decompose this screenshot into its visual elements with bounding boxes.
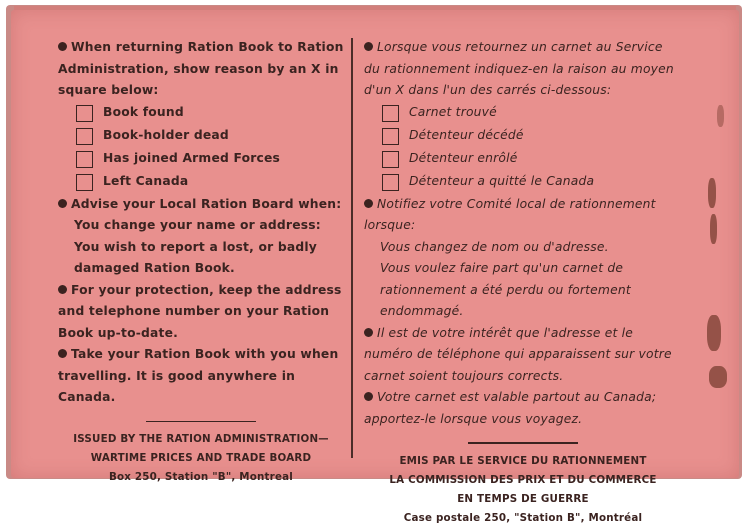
ration-book-back-cover — [11, 10, 739, 524]
checkbox-row[interactable]: Détenteur a quitté le Canada — [382, 171, 682, 194]
bullet-advise-board: Advise your Local Ration Board when: — [58, 194, 344, 216]
checkbox-square[interactable] — [382, 105, 399, 122]
bullet-dot-icon — [58, 42, 67, 51]
checkbox-row[interactable]: Détenteur décédé — [382, 125, 682, 148]
staple-mark — [710, 214, 717, 244]
bullet-dot-icon — [58, 199, 67, 208]
rust-stain — [709, 366, 727, 388]
rust-stain — [707, 315, 721, 351]
bullet-dot-icon — [58, 349, 67, 358]
bullet-dot-icon — [58, 285, 67, 294]
bullet-return-book: When returning Ration Book to Ration Administration, show reason by an X in square below: — [58, 40, 344, 97]
advise-line-1: You change your name or address: — [74, 218, 321, 232]
staple-mark — [708, 178, 716, 208]
french-column — [364, 37, 682, 528]
checkbox-square[interactable] — [76, 174, 93, 191]
advise-line-2: You wish to report a lost, or badly damaged Ration Book. — [74, 239, 317, 275]
bullet-dot-icon — [364, 328, 373, 337]
checkbox-row[interactable]: Has joined Armed Forces — [76, 148, 344, 171]
bullet-protection-fr: Il est de votre intérêt que l'adresse et le numéro de téléphone qui apparaissent sur votre carnet soient toujours corrects. — [364, 325, 672, 383]
checkbox-row[interactable]: Book found — [76, 102, 344, 125]
checkbox-row[interactable]: Carnet trouvé — [382, 102, 682, 125]
checkbox-square[interactable] — [382, 174, 399, 191]
advise-line-1-fr: Vous changez de nom ou d'adresse. — [380, 239, 609, 254]
footer-rule — [146, 421, 256, 423]
english-column — [58, 37, 344, 487]
bullet-protection: For your protection, keep the address and telephone number on your Ration Book up-to-date. — [58, 282, 342, 340]
bullet-advise-board-fr: Notifiez votre Comité local de rationnement lorsque: — [364, 196, 656, 232]
checkbox-square[interactable] — [76, 128, 93, 145]
checkbox-square[interactable] — [382, 128, 399, 145]
bullet-dot-icon — [364, 42, 373, 51]
checkbox-square[interactable] — [382, 151, 399, 168]
rust-stain — [717, 105, 724, 127]
issuer-footer-fr: EMIS PAR LE SERVICE DU RATIONNEMENT LA COMMISSION DES PRIX ET DU COMMERCE EN TEMPS DE GUERRE Case postale 250, "Station B", Montréal — [389, 454, 657, 524]
bullet-travel-fr: Votre carnet est valable partout au Canada; apportez-le lorsque vous voyagez. — [364, 390, 657, 426]
advise-line-2-fr: Vous voulez faire part qu'un carnet de rationnement a été perdu ou fortement endommagé. — [380, 261, 631, 318]
checkbox-row[interactable]: Left Canada — [76, 171, 344, 194]
checkbox-square[interactable] — [76, 105, 93, 122]
footer-rule — [468, 442, 578, 444]
checkbox-square[interactable] — [76, 151, 93, 168]
checkbox-row[interactable]: Détenteur enrôlé — [382, 148, 682, 171]
issuer-footer: ISSUED BY THE RATION ADMINISTRATION— WARTIME PRICES AND TRADE BOARD Box 250, Station "B", Montreal — [73, 433, 329, 483]
column-divider — [351, 38, 353, 458]
bullet-dot-icon — [364, 199, 373, 208]
bullet-dot-icon — [364, 392, 373, 401]
checkbox-row[interactable]: Book-holder dead — [76, 125, 344, 148]
bullet-return-book-fr: Lorsque vous retournez un carnet au Service du rationnement indiquez-en la raison au moyen d'un X dans l'un des carrés ci-dessous: — [364, 40, 674, 97]
bullet-travel: Take your Ration Book with you when travelling. It is good anywhere in Canada. — [58, 347, 339, 404]
